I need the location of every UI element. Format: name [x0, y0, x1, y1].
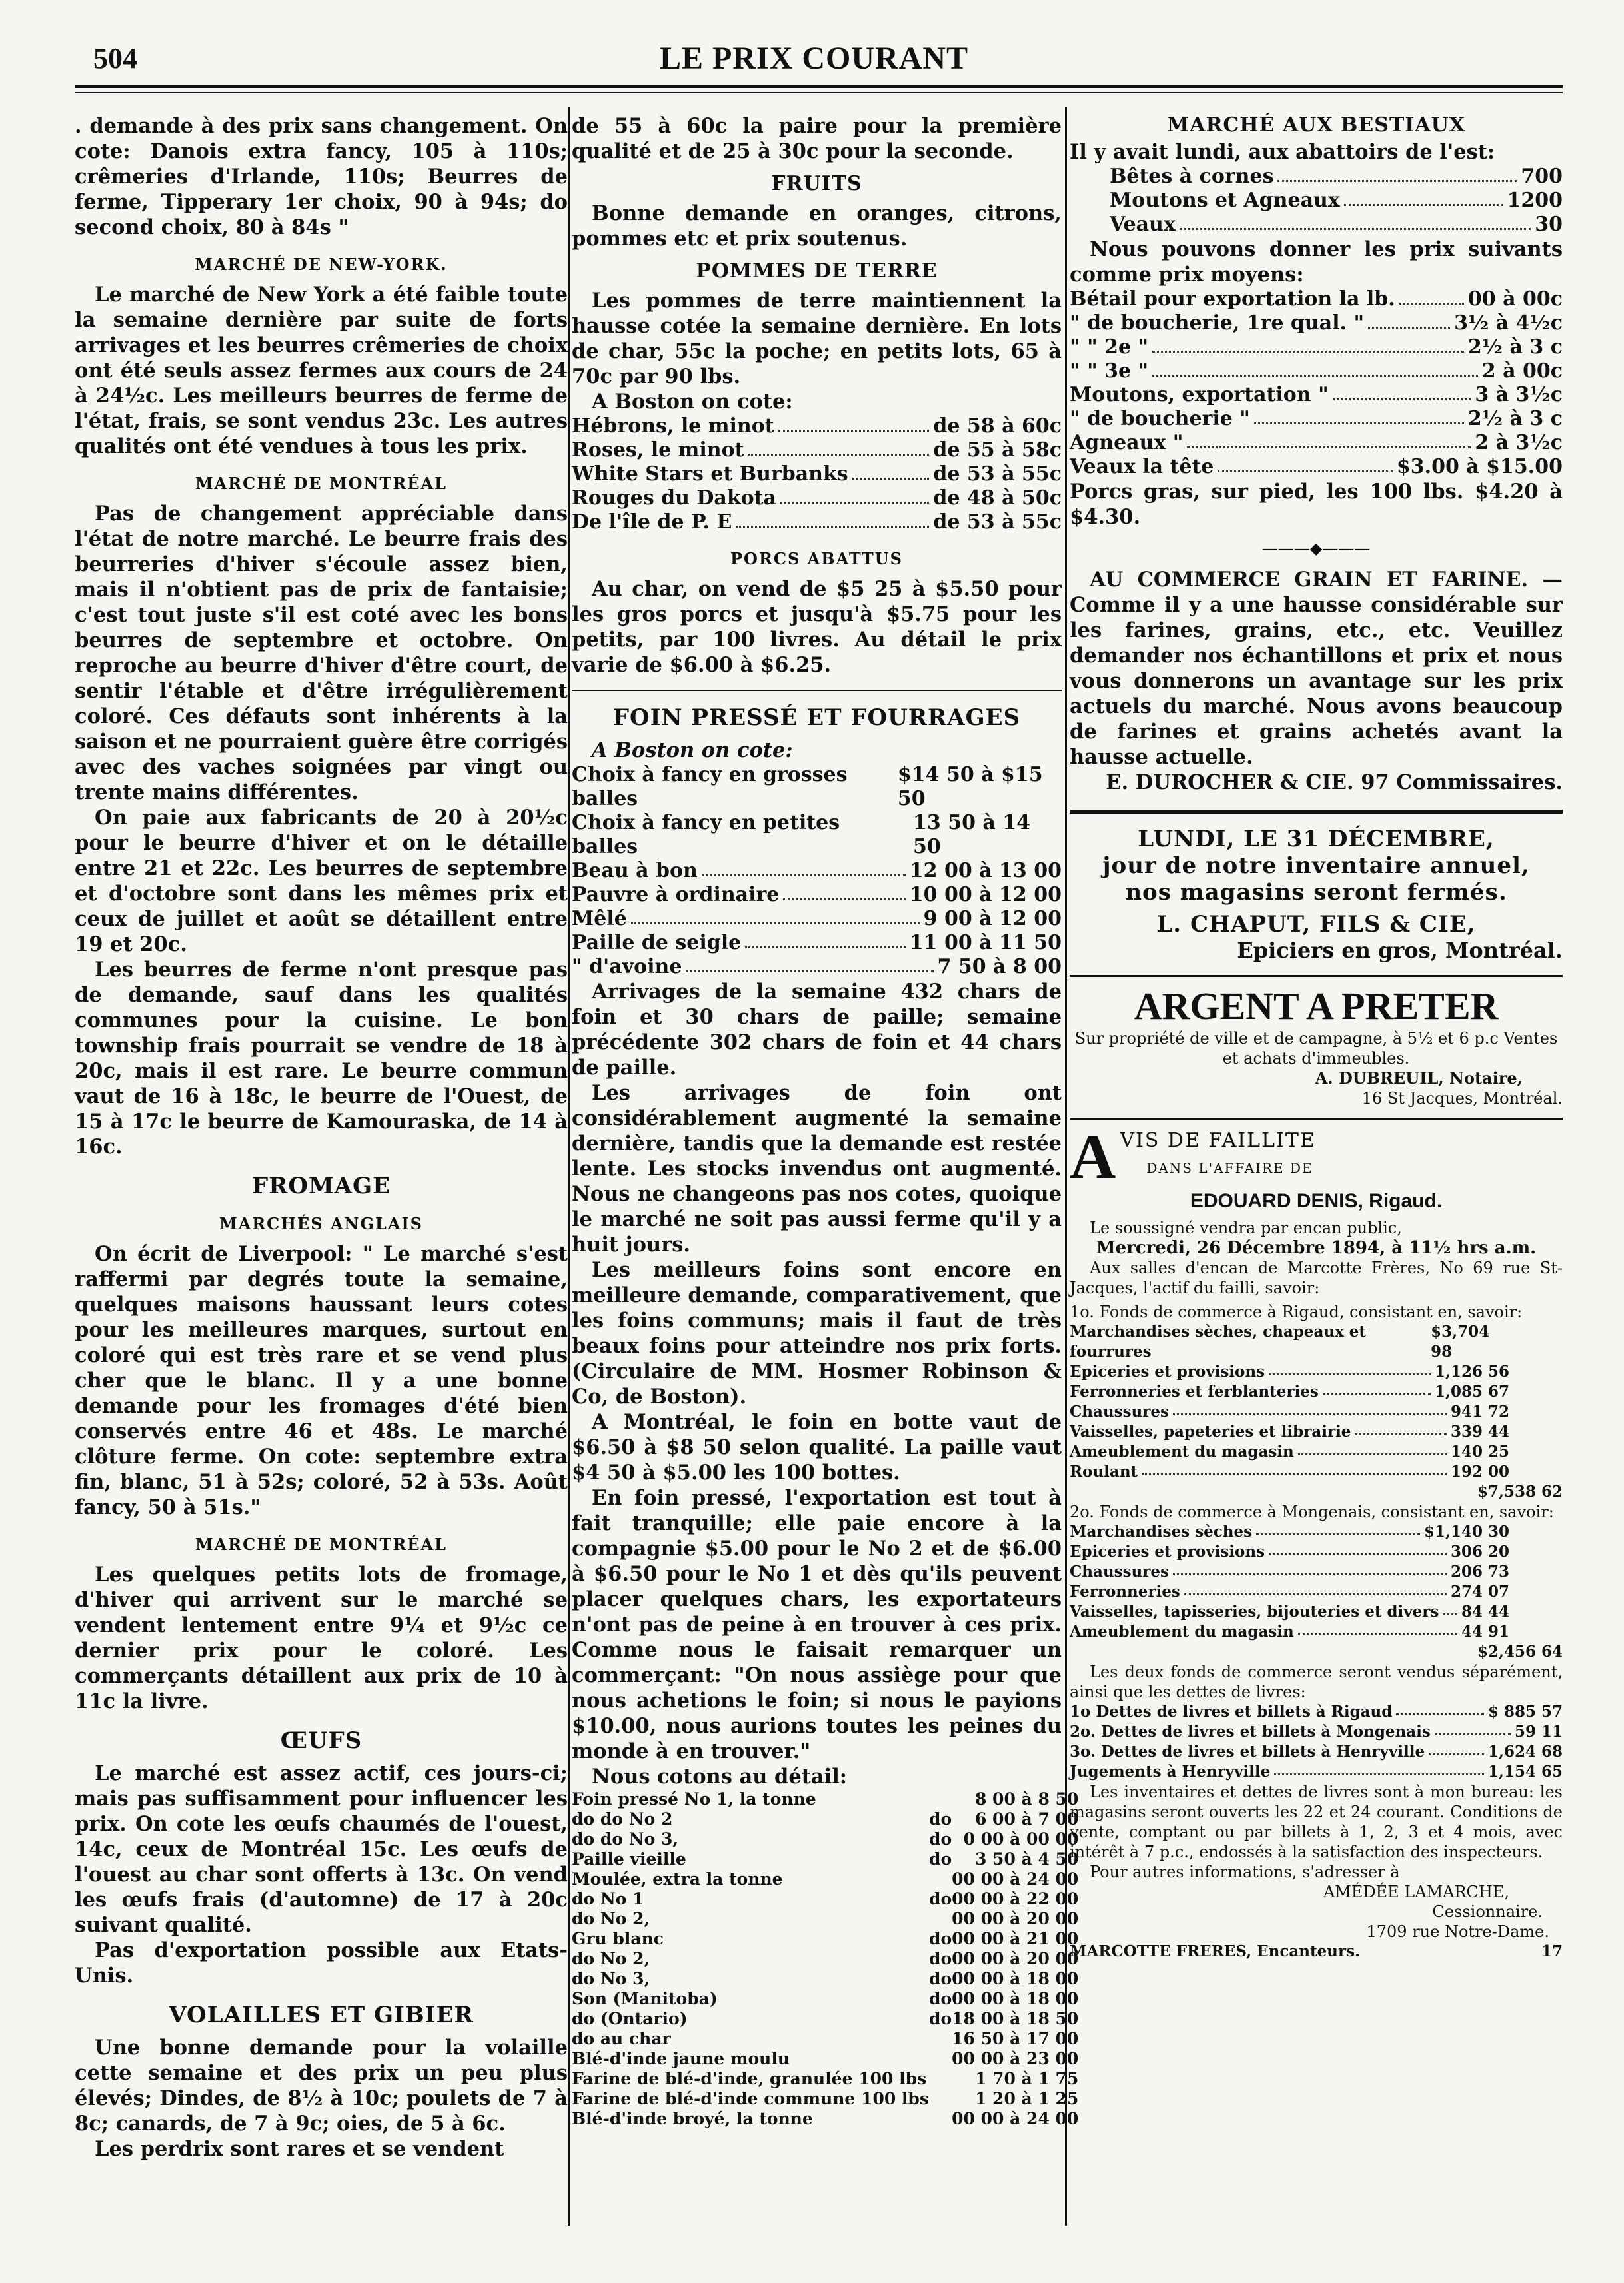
- avis-text-3: Les deux fonds de commerce seront vendus séparément, ainsi que les dettes de livres:: [1070, 1663, 1563, 1701]
- heading-volailles: VOLAILLES ET GIBIER: [169, 2002, 474, 2028]
- list-item: Paille de seigle 11 00 à 11 50: [572, 931, 1062, 954]
- list-item: Moutons et Agneaux 1200: [1110, 189, 1563, 212]
- inventaire-date: LUNDI, LE 31 DÉCEMBRE,: [1138, 826, 1495, 852]
- list-item: Veaux la tête $3.00 à $15.00: [1070, 455, 1563, 478]
- avis-drop-cap: A: [1070, 1121, 1116, 1192]
- hay-price-list: [572, 763, 1062, 979]
- section-rule: [572, 690, 1062, 691]
- avis-title: VIS DE FAILLITE: [1120, 1129, 1316, 1152]
- chaput-address: Epiciers en gros, Montréal.: [1237, 938, 1563, 963]
- list-item: Chaussures 941 72: [1070, 1403, 1509, 1421]
- heading-foin-presse: FOIN PRESSÉ ET FOURRAGES: [612, 704, 1021, 731]
- table-row: Moulée, extra la tonne 00 00 à 24 00: [572, 1869, 1079, 1889]
- table-row: do No 2, 00 00 à 20 00: [572, 1909, 1079, 1928]
- eggs-text-1: Le marché est assez actif, ces jours-ci; mais pas suffisamment pour influencer les prix. On cote les œufs chaumés de l'ouest, 14c, ceux de Montréal 15c. Les œufs de l'ouest au char sont offerts à 13c. On vend les œufs frais (d'automne) de 17 à 20c suivant qualité.: [75, 1761, 568, 1937]
- list-item: Bétail pour exportation la lb. 00 à 00c: [1070, 287, 1563, 311]
- table-row: Paille vieille do 3 50 à 4 50: [572, 1849, 1079, 1869]
- mongenais-total: $2,456 64: [1477, 1643, 1563, 1661]
- rigaud-total: $7,538 62: [1477, 1483, 1563, 1501]
- table-row: Foin pressé No 1, la tonne 8 00 à 8 50: [572, 1789, 1079, 1809]
- heading-oeufs: ŒUFS: [280, 1727, 363, 1754]
- section-rule-3: [1070, 1118, 1563, 1120]
- livestock-price-list: [1070, 287, 1563, 479]
- table-row: do au char 16 50 à 17 00: [572, 2029, 1079, 2048]
- inventaire-line: jour de notre inventaire annuel,: [1102, 852, 1530, 879]
- montreal-cheese-text: Les quelques petits lots de fromage, d'hiver qui arrivent sur le marché se vendent lentement entre 9¼ et 9½c ce dernier prix pour le coloré. Les commerçants détaillent aux prix de 10 à 11c la livre.: [75, 1563, 568, 1713]
- partridge-price-text: de 55 à 60c la paire pour la première qualité et de 25 à 30c pour la seconde.: [572, 114, 1062, 163]
- table-row: do No 3, do 00 00 à 18 00: [572, 1969, 1079, 1988]
- lamarche-title: Cessionnaire.: [1432, 1902, 1543, 1921]
- hay-export-text: En foin pressé, l'exportation est tout à fait tranquille; elle paie encore à la compagnie $5.00 pour le No 2 et de $6.00 à $6.50 pour le No 1 et dès qu'ils peuvent placer quelques chars, les exportateurs n'ont pas de peine à en trouver à ces prix. Comme nous le faisait remarquer un commerçant: "On nous assiège pour que nous achetions le foin; si nous le payions $10.00, nous aurions toutes les peines du monde à en trouver.": [572, 1486, 1062, 1763]
- list-item: White Stars et Burbanks de 53 à 55c: [572, 462, 1062, 486]
- list-item: " " 2e " 2½ à 3 c: [1070, 335, 1563, 359]
- page-number: 504: [93, 42, 137, 75]
- list-item: 1o Dettes de livres et billets à Rigaud $ 885 57: [1070, 1703, 1563, 1721]
- list-item: De l'île de P. E de 53 à 55c: [572, 510, 1062, 534]
- mongenais-assets-list: [1070, 1522, 1563, 1642]
- page-title: LE PRIX COURANT: [660, 41, 969, 76]
- avis-header: [1070, 1121, 1563, 1192]
- column-right: [1070, 113, 1563, 2246]
- header-rule-thin: [75, 92, 1563, 93]
- hay-arrivals-text: Arrivages de la semaine 432 chars de foin et 30 chars de paille; semaine précédente 302 chars de foin et 44 chars de paille.: [572, 980, 1062, 1080]
- new-york-text: Le marché de New York a été faible toute la semaine dernière par suite de forts arrivages et les beurres crêmeries de choix ont été seuls assez fermes aux cours de 24 à 24½c. Les meilleurs beurres de ferme de l'état, frais, se sont vendus 23c. Les autres qualités ont été vendues à tous les prix.: [75, 283, 568, 458]
- montreal-butter-text-3: Les beurres de ferme n'ont presque pas de demande, sauf dans les qualités communes pour la cuisine. Le bon township frais pourrait se vendre de 18 à 20c, mais il est rare. Le beurre commun vaut de 16 à 18c, le beurre de l'Ouest, de 15 à 17c le beurre de Kamouraska, de 14 à 16c.: [75, 958, 568, 1159]
- avis-text-4: Les inventaires et dettes de livres sont à mon bureau: les magasins seront ouverts les 22 et 24 courant. Conditions de vente, comptant ou par billets à 1, 2, 3 et 4 mois, avec intérêt à 7 p.c., endossés à la satisfaction des inspecteurs.: [1070, 1783, 1563, 1861]
- montreal-butter-text-2: On paie aux fabricants de 20 à 20½c pour le beurre d'hiver et on le détaille entre 21 et 22c. Les beurres de septembre et d'octobre sont dans les mêmes prix et ceux de juillet et août se détaillent entre 19 et 20c.: [75, 806, 568, 956]
- argent-a-preter-heading: ARGENT A PRETER: [1134, 984, 1499, 1028]
- hay-arrivals-text-3: Les meilleurs foins sont encore en meilleure demande, comparativement, que les foins communs; mais il faut de très beaux foins pour atteindre nos prix forts. (Circulaire de MM. Hosmer Robinson & Co, de Boston).: [572, 1258, 1062, 1409]
- poultry-text-2: Les perdrix sont rares et se vendent: [95, 2137, 504, 2161]
- heading-fruits: FRUITS: [771, 172, 862, 195]
- dubreuil-name: A. DUBREUIL, Notaire,: [1315, 1068, 1523, 1088]
- hay-montreal-text: A Montréal, le foin en botte vaut de $6.50 à $8 50 selon qualité. La paille vaut $4 50 à $5.00 les 100 bottes.: [572, 1410, 1062, 1485]
- list-item: Vaisselles, tapisseries, bijouteries et divers 84 44: [1070, 1603, 1509, 1621]
- heading-fromage: FROMAGE: [252, 1173, 391, 1199]
- list-item: Rouges du Dakota de 48 à 50c: [572, 486, 1062, 510]
- avis-fonds-2: 2o. Fonds de commerce à Mongenais, consistant en, savoir:: [1070, 1503, 1554, 1521]
- list-item: Epiceries et provisions 1,126 56: [1070, 1363, 1509, 1381]
- heading-porcs-abattus: PORCS ABATTUS: [730, 549, 904, 568]
- butter-intro-text: . demande à des prix sans changement. On cote: Danois extra fancy, 105 à 110s; crêmeries d'Irlande, 110s; Beurres de ferme, Tipperary 1er choix, 90 à 94s; do second choix, 80 à 84s ": [75, 114, 568, 239]
- header-rule: [75, 85, 1563, 88]
- argent-text: Sur propriété de ville et de campagne, à 5½ et 6 p.c Ventes et achats d'immeubles.: [1074, 1029, 1558, 1068]
- chaput-name: L. CHAPUT, FILS & CIE,: [1156, 911, 1476, 938]
- list-item: Agneaux " 2 à 3½c: [1070, 431, 1563, 454]
- list-item: Bêtes à cornes 700: [1110, 165, 1563, 188]
- potatoes-text: Les pommes de terre maintiennent la hausse cotée la semaine dernière. En lots de char, 55c la poche; en petits lots, 65 à 70c par 90 lbs.: [572, 289, 1062, 388]
- heading-marche-montreal: MARCHÉ DE MONTRÉAL: [195, 474, 448, 493]
- list-item: Beau à bon 12 00 à 13 00: [572, 859, 1062, 882]
- list-item: " " 3e " 2 à 00c: [1070, 359, 1563, 382]
- list-item: Ameublement du magasin 44 91: [1070, 1623, 1509, 1641]
- potato-price-list: [572, 414, 1062, 534]
- table-row: do No 2, do 00 00 à 20 00: [572, 1949, 1079, 1968]
- table-row: do do No 3, do 0 00 à 00 00: [572, 1829, 1079, 1849]
- detail-heading: Nous cotons au détail:: [592, 1765, 848, 1789]
- table-row: Blé-d'inde broyé, la tonne 00 00 à 24 00: [572, 2109, 1079, 2128]
- pork-text: Au char, on vend de $5 25 à $5.50 pour les gros porcs et jusqu'à $5.75 pour les petits, par 100 livres. Au détail le prix varie de $6.00 à $6.25.: [572, 577, 1062, 677]
- poultry-text: Une bonne demande pour la volaille cette semaine et des prix un peu plus élevés; Dindes, de 8½ à 10c; poulets de 7 à 8c; canards, de 7 à 9c; oies, de 5 à 6c.: [75, 2036, 568, 2136]
- list-item: Veaux 30: [1110, 213, 1563, 236]
- avis-name: EDOUARD DENIS, Rigaud.: [1190, 1190, 1443, 1212]
- column-middle: [572, 113, 1079, 2246]
- table-row: Son (Manitoba) do 00 00 à 18 00: [572, 1989, 1079, 2008]
- table-row: do No 1 do 00 00 à 22 00: [572, 1889, 1079, 1908]
- list-item: Ameublement du magasin 140 25: [1070, 1443, 1509, 1461]
- debts-list: [1070, 1702, 1563, 1782]
- magasins-fermes: nos magasins seront fermés.: [1125, 879, 1507, 906]
- list-item: Moutons, exportation " 3 à 3½c: [1070, 383, 1563, 406]
- avis-subtitle: DANS L'AFFAIRE DE: [1146, 1160, 1313, 1176]
- table-row: do (Ontario) do 18 00 à 18 50: [572, 2009, 1079, 2028]
- list-item: Vaisselles, papeteries et librairie 339 44: [1070, 1423, 1509, 1441]
- list-item: Mêlé 9 00 à 12 00: [572, 907, 1062, 930]
- list-item: Marchandises sèches, chapeaux et fourrures $3,704 98: [1070, 1323, 1490, 1361]
- list-item: Hébrons, le minot de 58 à 60c: [572, 414, 1062, 438]
- avis-text-5: Pour autres informations, s'adresser à: [1090, 1863, 1400, 1881]
- table-row: Gru blanc do 00 00 à 21 00: [572, 1929, 1079, 1948]
- avis-date: Mercredi, 26 Décembre 1894, à 11½ hrs a.m.: [1096, 1238, 1537, 1258]
- heading-pommes-de-terre: POMMES DE TERRE: [696, 259, 938, 283]
- table-row: Blé-d'inde jaune moulu 00 00 à 23 00: [572, 2049, 1079, 2068]
- list-item: Roulant 192 00: [1070, 1463, 1509, 1481]
- list-item: Chaussures 206 73: [1070, 1563, 1509, 1581]
- heading-marches-anglais: MARCHÉS ANGLAIS: [219, 1214, 423, 1233]
- list-item: Choix à fancy en petites balles 13 50 à 14 50: [572, 811, 1031, 858]
- list-item: Marchandises sèches $1,140 30: [1070, 1523, 1509, 1541]
- bestiaux-intro: Il y avait lundi, aux abattoirs de l'est:: [1070, 140, 1495, 164]
- list-item: 3o. Dettes de livres et billets à Henryville 1,624 68: [1070, 1743, 1563, 1761]
- list-item: Epiceries et provisions 306 20: [1070, 1543, 1509, 1561]
- table-row: do do No 2 do 6 00 à 7 00: [572, 1809, 1079, 1829]
- list-item: Choix à fancy en grosses balles $14 50 à $15 50: [572, 763, 1043, 810]
- list-item: 2o. Dettes de livres et billets à Mongenais 59 11: [1070, 1723, 1563, 1741]
- heading-marche-montreal-2: MARCHÉ DE MONTRÉAL: [195, 1535, 448, 1554]
- grain-commerce-text: AU COMMERCE GRAIN ET FARINE. — Comme il y a une hausse considérable sur les farines, grains, etc., etc. Veuillez demander nos échantillons et prix et nous vous donnerons un avantage sur les prix actuels du marché. Nous avons beaucoup de farines et grains achetés avant la hausse actuelle.: [1070, 568, 1563, 769]
- ornament-divider: ———◆———: [1261, 539, 1371, 558]
- list-item: " d'avoine 7 50 à 8 00: [572, 955, 1062, 978]
- fruits-text: Bonne demande en oranges, citrons, pommes etc et prix soutenus.: [572, 201, 1062, 251]
- marcotte-signature: MARCOTTE FRERES, Encanteurs. 17: [1070, 1942, 1563, 1960]
- hay-arrivals-text-2: Les arrivages de foin ont considérablement augmenté la semaine dernière, tandis que la demande est restée lente. Les stocks invendus ont augmenté. Nous ne changeons pas nos cotes, quoique le marché ne soit pas aussi ferme qu'il y a huit jours.: [572, 1081, 1062, 1257]
- avis-text-2: Aux salles d'encan de Marcotte Frères, No 69 rue St-Jacques, l'actif du failli, savoir:: [1070, 1259, 1563, 1297]
- table-row: Farine de blé-d'inde commune 100 lbs 1 20 à 1 25: [572, 2089, 1079, 2108]
- list-item: " de boucherie " 2½ à 3 c: [1070, 407, 1563, 430]
- section-rule-thick: [1070, 810, 1563, 814]
- lamarche-address: 1709 rue Notre-Dame.: [1366, 1922, 1549, 1941]
- eggs-text-2: Pas d'exportation possible aux Etats-Unis.: [75, 1938, 568, 1988]
- dubreuil-address: 16 St Jacques, Montréal.: [1361, 1089, 1563, 1108]
- retail-price-table: [572, 1789, 1078, 2129]
- pigs-price-text: Porcs gras, sur pied, les 100 lbs. $4.20 à $4.30.: [1070, 480, 1563, 529]
- heading-marche-bestiaux: MARCHÉ AUX BESTIAUX: [1166, 113, 1466, 137]
- table-row: Farine de blé-d'inde, granulée 100 lbs 1 70 à 1 75: [572, 2069, 1079, 2088]
- list-item: Roses, le minot de 55 à 58c: [572, 438, 1062, 462]
- heading-marche-new-york: MARCHÉ DE NEW-YORK.: [195, 255, 448, 274]
- foin-boston-label: A Boston on cote:: [592, 738, 793, 762]
- liverpool-cheese-text: On écrit de Liverpool: " Le marché s'est raffermi par degrés toute la semaine, quelques maisons haussant leurs cotes pour les meilleures marques, surtout en coloré qui est très rare et se vend plus cher que le blanc. Il y a une bonne demande pour les fromages d'été bien conservés entre 46 et 48s. Le marché clôture ferme. On cote: septembre extra fin, blanc, 51 à 52s; coloré, 52 à 53s. Août fancy, 50 à 51s.": [75, 1242, 568, 1519]
- list-item: Jugements à Henryville 1,154 65: [1070, 1763, 1563, 1781]
- montreal-butter-text-1: Pas de changement appréciable dans l'état de notre marché. Le beurre frais des beurreries d'hiver s'écoule assez bien, mais il n'obtient pas de prix de fantaisie; c'est tout juste s'il est coté avec les bons beurres de septembre et octobre. On reproche au beurre d'hiver d'être court, de sentir l'étable et d'être irrégulièrement coloré. Ces défauts sont inhérents à la saison et ne pourraient guère être corrigés avec des vaches soignées par vingt ou trente mains différentes.: [75, 502, 568, 804]
- column-left: [75, 113, 568, 2246]
- section-rule-2: [1070, 975, 1563, 977]
- rigaud-assets-list: [1070, 1322, 1563, 1482]
- livestock-count-list: [1070, 165, 1563, 237]
- avis-text-1: Le soussigné vendra par encan public,: [1090, 1219, 1402, 1237]
- column-divider-1: [568, 107, 570, 2226]
- prix-moyens-text: Nous pouvons donner les prix suivants comme prix moyens:: [1070, 237, 1563, 287]
- boston-label: A Boston on cote:: [592, 390, 793, 414]
- lamarche-name: AMÉDÉE LAMARCHE,: [1323, 1883, 1509, 1901]
- durocher-signature: E. DUROCHER & CIE. 97 Commissaires.: [1106, 770, 1563, 794]
- list-item: Ferronneries et ferblanteries 1,085 67: [1070, 1383, 1509, 1401]
- list-item: " de boucherie, 1re qual. " 3½ à 4½c: [1070, 311, 1563, 335]
- list-item: Pauvre à ordinaire 10 00 à 12 00: [572, 883, 1062, 906]
- list-item: Ferronneries 274 07: [1070, 1583, 1509, 1601]
- avis-fonds-1: 1o. Fonds de commerce à Rigaud, consistant en, savoir:: [1070, 1303, 1523, 1321]
